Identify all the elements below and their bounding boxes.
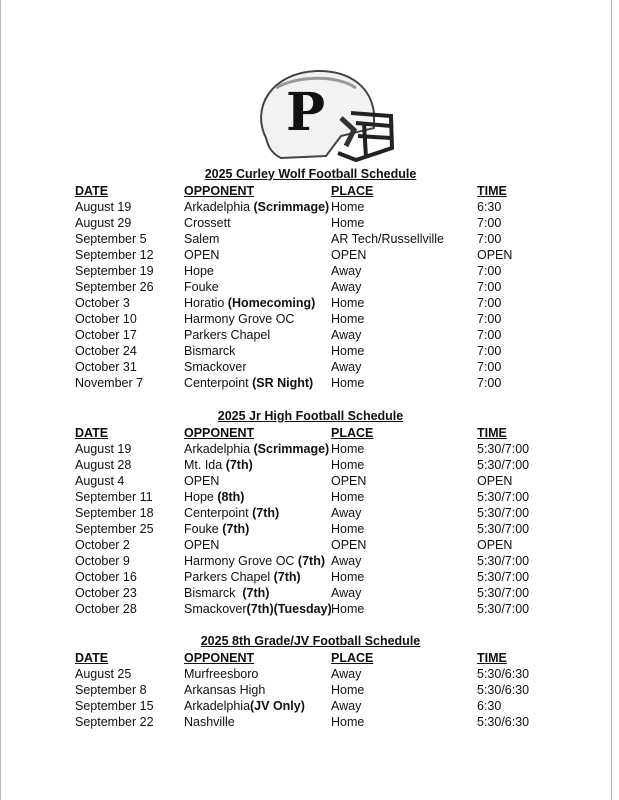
opponent-header-text: OPPONENT [184, 651, 255, 665]
time-cell [477, 375, 501, 391]
opponent-cell-text: Hope [184, 490, 218, 504]
time-cell [477, 569, 529, 585]
table-row [1, 585, 619, 601]
time-cell-text: 5:30/6:30 [477, 667, 530, 681]
table-row [1, 505, 619, 521]
date-cell-text: August 4 [75, 474, 125, 488]
opponent-cell-text: Harmony Grove OC [184, 554, 298, 568]
opponent-cell-text: Arkadelphia [184, 200, 254, 214]
opponent-cell [184, 343, 235, 359]
table-row [1, 521, 619, 537]
time-cell [477, 359, 501, 375]
place-cell-text: Home [331, 216, 365, 230]
time-cell-text: 7:00 [477, 264, 502, 278]
date-cell [75, 489, 153, 505]
column-headers [1, 425, 619, 441]
table-row [1, 327, 619, 343]
table-row [1, 489, 619, 505]
section-title: 2025 Jr High Football Schedule [217, 409, 404, 423]
table-row [1, 231, 619, 247]
time-header [477, 183, 507, 199]
place-cell-text: Away [331, 667, 362, 681]
opponent-note: (7th) [297, 554, 325, 568]
opponent-cell [184, 553, 325, 569]
time-cell [477, 199, 501, 215]
time-cell-text: 5:30/7:00 [477, 570, 530, 584]
time-cell-text: 5:30/7:00 [477, 586, 530, 600]
date-header [75, 425, 108, 441]
date-header-text: DATE [75, 426, 109, 440]
football-helmet-logo [246, 68, 396, 163]
opponent-note: (7th) [225, 458, 253, 472]
date-cell-text: September 22 [75, 715, 154, 729]
opponent-cell [184, 666, 258, 682]
opponent-cell-text: Centerpoint [184, 376, 253, 390]
time-cell-text: 7:00 [477, 216, 502, 230]
date-cell [75, 375, 143, 391]
opponent-header [184, 650, 254, 666]
date-cell [75, 698, 154, 714]
date-cell [75, 279, 154, 295]
opponent-cell [184, 295, 315, 311]
time-cell [477, 311, 501, 327]
opponent-note: (Scrimmage) [253, 200, 330, 214]
time-cell [477, 441, 529, 457]
place-cell-text: Home [331, 376, 365, 390]
place-cell-text: Home [331, 344, 365, 358]
opponent-cell-text: Mt. Ida [184, 458, 226, 472]
time-cell [477, 279, 501, 295]
opponent-cell [184, 698, 305, 714]
opponent-cell [184, 585, 269, 601]
opponent-cell-text: Nashville [184, 715, 235, 729]
opponent-cell [184, 569, 301, 585]
place-cell [331, 505, 361, 521]
opponent-note: (SR Night) [252, 376, 314, 390]
time-cell [477, 521, 529, 537]
place-cell [331, 279, 361, 295]
time-cell [477, 666, 529, 682]
time-cell [477, 327, 501, 343]
opponent-cell-text: Parkers Chapel [184, 570, 274, 584]
date-cell-text: August 29 [75, 216, 132, 230]
date-cell [75, 521, 154, 537]
time-cell [477, 537, 512, 553]
time-cell [477, 553, 529, 569]
date-cell [75, 231, 147, 247]
opponent-cell [184, 505, 279, 521]
time-cell-text: 5:30/7:00 [477, 522, 530, 536]
place-cell-text: Home [331, 570, 365, 584]
place-cell [331, 489, 364, 505]
place-cell-text: Away [331, 554, 362, 568]
place-cell [331, 359, 361, 375]
opponent-cell-text: Bismarck [184, 586, 243, 600]
time-cell-text: OPEN [477, 474, 513, 488]
opponent-cell [184, 215, 231, 231]
place-header-text: PLACE [331, 184, 374, 198]
place-header [331, 425, 373, 441]
date-cell-text: October 24 [75, 344, 137, 358]
opponent-cell [184, 247, 219, 263]
place-cell-text: Away [331, 264, 362, 278]
date-cell-text: September 18 [75, 506, 154, 520]
table-row [1, 441, 619, 457]
date-cell-text: October 2 [75, 538, 130, 552]
place-cell [331, 698, 361, 714]
opponent-cell [184, 375, 313, 391]
table-row [1, 279, 619, 295]
opponent-cell-text: OPEN [184, 474, 220, 488]
opponent-cell [184, 537, 219, 553]
date-cell-text: October 10 [75, 312, 137, 326]
date-cell-text: September 11 [75, 490, 153, 504]
date-cell-text: September 26 [75, 280, 154, 294]
time-cell-text: 7:00 [477, 312, 502, 326]
time-cell-text: 5:30/6:30 [477, 715, 530, 729]
time-cell [477, 682, 529, 698]
place-cell [331, 215, 364, 231]
date-cell-text: October 9 [75, 554, 130, 568]
opponent-note: (7th) [242, 586, 270, 600]
time-cell-text: 5:30/7:00 [477, 458, 530, 472]
time-cell-text: OPEN [477, 538, 513, 552]
time-header-text: TIME [477, 651, 507, 665]
place-cell-text: Away [331, 360, 362, 374]
opponent-cell [184, 441, 329, 457]
opponent-cell [184, 327, 270, 343]
opponent-header [184, 425, 254, 441]
helmet-letter: P [286, 82, 326, 143]
time-cell [477, 343, 501, 359]
column-headers [1, 650, 619, 666]
time-cell-text: 5:30/7:00 [477, 506, 530, 520]
date-cell [75, 714, 154, 730]
time-cell-text: 7:00 [477, 344, 502, 358]
date-cell-text: October 28 [75, 602, 137, 616]
opponent-header-text: OPPONENT [184, 426, 255, 440]
place-cell-text: Away [331, 699, 362, 713]
place-cell [331, 537, 366, 553]
date-cell-text: October 17 [75, 328, 137, 342]
date-cell [75, 569, 137, 585]
date-cell-text: September 19 [75, 264, 154, 278]
time-cell-text: 7:00 [477, 328, 502, 342]
opponent-cell-text: Harmony Grove OC [184, 312, 295, 326]
date-cell [75, 585, 137, 601]
place-cell [331, 585, 361, 601]
opponent-cell-text: Smackover [184, 602, 247, 616]
date-cell [75, 537, 130, 553]
date-cell [75, 359, 137, 375]
opponent-note: (8th) [217, 490, 245, 504]
place-cell [331, 441, 364, 457]
date-cell [75, 247, 154, 263]
time-header [477, 425, 507, 441]
time-cell-text: 5:30/7:00 [477, 602, 530, 616]
place-cell-text: AR Tech/Russellville [331, 232, 445, 246]
time-cell [477, 473, 512, 489]
date-cell-text: November 7 [75, 376, 144, 390]
date-cell-text: September 5 [75, 232, 147, 246]
time-cell-text: 5:30/7:00 [477, 554, 530, 568]
place-header-text: PLACE [331, 651, 374, 665]
place-header-text: PLACE [331, 426, 374, 440]
opponent-cell-text: Centerpoint [184, 506, 253, 520]
opponent-cell [184, 521, 249, 537]
opponent-cell-text: Arkansas High [184, 683, 266, 697]
opponent-cell [184, 263, 214, 279]
date-header [75, 183, 108, 199]
opponent-cell-text: Hope [184, 264, 214, 278]
date-cell-text: October 23 [75, 586, 137, 600]
date-cell [75, 327, 137, 343]
place-cell-text: Home [331, 522, 365, 536]
place-cell-text: Home [331, 602, 365, 616]
place-cell [331, 457, 364, 473]
opponent-cell [184, 359, 247, 375]
opponent-cell-text: Fouke [184, 280, 219, 294]
section-title: 2025 Curley Wolf Football Schedule [204, 167, 417, 181]
date-cell [75, 682, 147, 698]
time-cell [477, 505, 529, 521]
opponent-note: (7th) [273, 570, 301, 584]
place-cell-text: Away [331, 328, 362, 342]
table-row [1, 473, 619, 489]
place-cell [331, 375, 364, 391]
place-header [331, 183, 373, 199]
date-cell [75, 505, 154, 521]
opponent-note: (Scrimmage) [253, 442, 330, 456]
date-cell [75, 473, 124, 489]
table-row [1, 553, 619, 569]
opponent-header-text: OPPONENT [184, 184, 255, 198]
opponent-cell-text: Smackover [184, 360, 247, 374]
opponent-note: (7th) [222, 522, 250, 536]
time-header [477, 650, 507, 666]
table-row [1, 359, 619, 375]
table-row [1, 714, 619, 730]
opponent-cell-text: Fouke [184, 522, 223, 536]
place-cell-text: OPEN [331, 538, 367, 552]
time-cell [477, 601, 529, 617]
opponent-cell [184, 601, 332, 617]
date-header-text: DATE [75, 651, 109, 665]
place-cell [331, 553, 361, 569]
place-cell-text: Home [331, 683, 365, 697]
place-cell-text: OPEN [331, 248, 367, 262]
table-row [1, 601, 619, 617]
table-row [1, 698, 619, 714]
date-cell [75, 553, 130, 569]
opponent-header [184, 183, 254, 199]
time-cell [477, 247, 512, 263]
time-cell-text: 6:30 [477, 200, 502, 214]
place-cell [331, 199, 364, 215]
date-cell [75, 343, 137, 359]
opponent-cell [184, 199, 329, 215]
table-row [1, 311, 619, 327]
opponent-cell [184, 311, 294, 327]
date-cell [75, 441, 131, 457]
date-cell [75, 215, 131, 231]
opponent-note: (Homecoming) [227, 296, 316, 310]
table-row [1, 666, 619, 682]
place-cell-text: Home [331, 312, 365, 326]
time-cell-text: 5:30/7:00 [477, 442, 530, 456]
date-cell [75, 601, 137, 617]
date-cell [75, 666, 131, 682]
opponent-cell [184, 682, 265, 698]
time-cell-text: 6:30 [477, 699, 502, 713]
time-cell-text: 7:00 [477, 296, 502, 310]
date-cell-text: August 19 [75, 200, 132, 214]
opponent-cell [184, 457, 253, 473]
opponent-cell-text: OPEN [184, 248, 220, 262]
place-cell [331, 263, 361, 279]
time-cell-text: 5:30/7:00 [477, 490, 530, 504]
table-row [1, 343, 619, 359]
date-cell [75, 199, 131, 215]
time-cell-text: 7:00 [477, 360, 502, 374]
date-cell-text: October 31 [75, 360, 137, 374]
table-row [1, 247, 619, 263]
place-cell-text: Away [331, 586, 362, 600]
table-row [1, 457, 619, 473]
place-cell-text: Home [331, 490, 365, 504]
table-row [1, 682, 619, 698]
place-cell-text: Home [331, 200, 365, 214]
place-cell [331, 311, 364, 327]
table-row [1, 295, 619, 311]
place-cell [331, 327, 361, 343]
opponent-cell-text: Arkadelphia [184, 699, 251, 713]
opponent-cell [184, 489, 244, 505]
date-cell [75, 263, 154, 279]
time-cell [477, 263, 501, 279]
opponent-cell [184, 714, 235, 730]
opponent-cell-text: Murfreesboro [184, 667, 259, 681]
place-cell-text: Home [331, 442, 365, 456]
opponent-cell-text: Bismarck [184, 344, 236, 358]
time-cell [477, 489, 529, 505]
place-cell [331, 295, 364, 311]
time-cell-text: 7:00 [477, 280, 502, 294]
opponent-cell-text: Crossett [184, 216, 231, 230]
place-cell-text: Away [331, 506, 362, 520]
table-row [1, 215, 619, 231]
time-cell-text: OPEN [477, 248, 513, 262]
place-cell-text: OPEN [331, 474, 367, 488]
place-cell-text: Home [331, 296, 365, 310]
opponent-cell [184, 231, 219, 247]
date-cell-text: September 25 [75, 522, 154, 536]
time-header-text: TIME [477, 426, 507, 440]
place-cell [331, 601, 364, 617]
date-cell-text: August 28 [75, 458, 132, 472]
section-title: 2025 8th Grade/JV Football Schedule [200, 634, 421, 648]
place-cell-text: Away [331, 280, 362, 294]
date-header [75, 650, 108, 666]
date-cell [75, 311, 137, 327]
time-cell-text: 7:00 [477, 232, 502, 246]
place-cell [331, 521, 364, 537]
opponent-cell-text: Arkadelphia [184, 442, 254, 456]
place-cell-text: Home [331, 458, 365, 472]
table-row [1, 263, 619, 279]
time-cell [477, 714, 529, 730]
table-row [1, 569, 619, 585]
opponent-cell-text: OPEN [184, 538, 220, 552]
place-cell [331, 714, 364, 730]
table-row [1, 199, 619, 215]
place-cell [331, 231, 444, 247]
opponent-cell [184, 279, 219, 295]
place-cell [331, 569, 364, 585]
time-cell [477, 585, 529, 601]
opponent-cell-text: Horatio [184, 296, 228, 310]
place-cell [331, 682, 364, 698]
opponent-cell-text: Salem [184, 232, 220, 246]
date-cell-text: October 16 [75, 570, 137, 584]
time-cell [477, 215, 501, 231]
place-cell [331, 666, 361, 682]
time-header-text: TIME [477, 184, 507, 198]
place-cell [331, 247, 366, 263]
column-headers [1, 183, 619, 199]
date-cell-text: September 8 [75, 683, 147, 697]
place-cell-text: Home [331, 715, 365, 729]
opponent-note: (7th)(Tuesday) [246, 602, 332, 616]
opponent-cell-text: Parkers Chapel [184, 328, 271, 342]
table-row [1, 375, 619, 391]
opponent-cell [184, 473, 219, 489]
date-cell [75, 295, 130, 311]
place-cell [331, 343, 364, 359]
time-cell-text: 7:00 [477, 376, 502, 390]
time-cell [477, 457, 529, 473]
place-cell [331, 473, 366, 489]
date-cell-text: September 15 [75, 699, 154, 713]
date-cell-text: September 12 [75, 248, 154, 262]
date-cell-text: August 19 [75, 442, 132, 456]
table-row [1, 537, 619, 553]
time-cell [477, 295, 501, 311]
opponent-note: (7th) [252, 506, 280, 520]
time-cell [477, 698, 501, 714]
date-cell-text: August 25 [75, 667, 132, 681]
date-cell [75, 457, 131, 473]
place-header [331, 650, 373, 666]
time-cell-text: 5:30/6:30 [477, 683, 530, 697]
date-cell-text: October 3 [75, 296, 130, 310]
date-header-text: DATE [75, 184, 109, 198]
time-cell [477, 231, 501, 247]
opponent-note: (JV Only) [250, 699, 305, 713]
